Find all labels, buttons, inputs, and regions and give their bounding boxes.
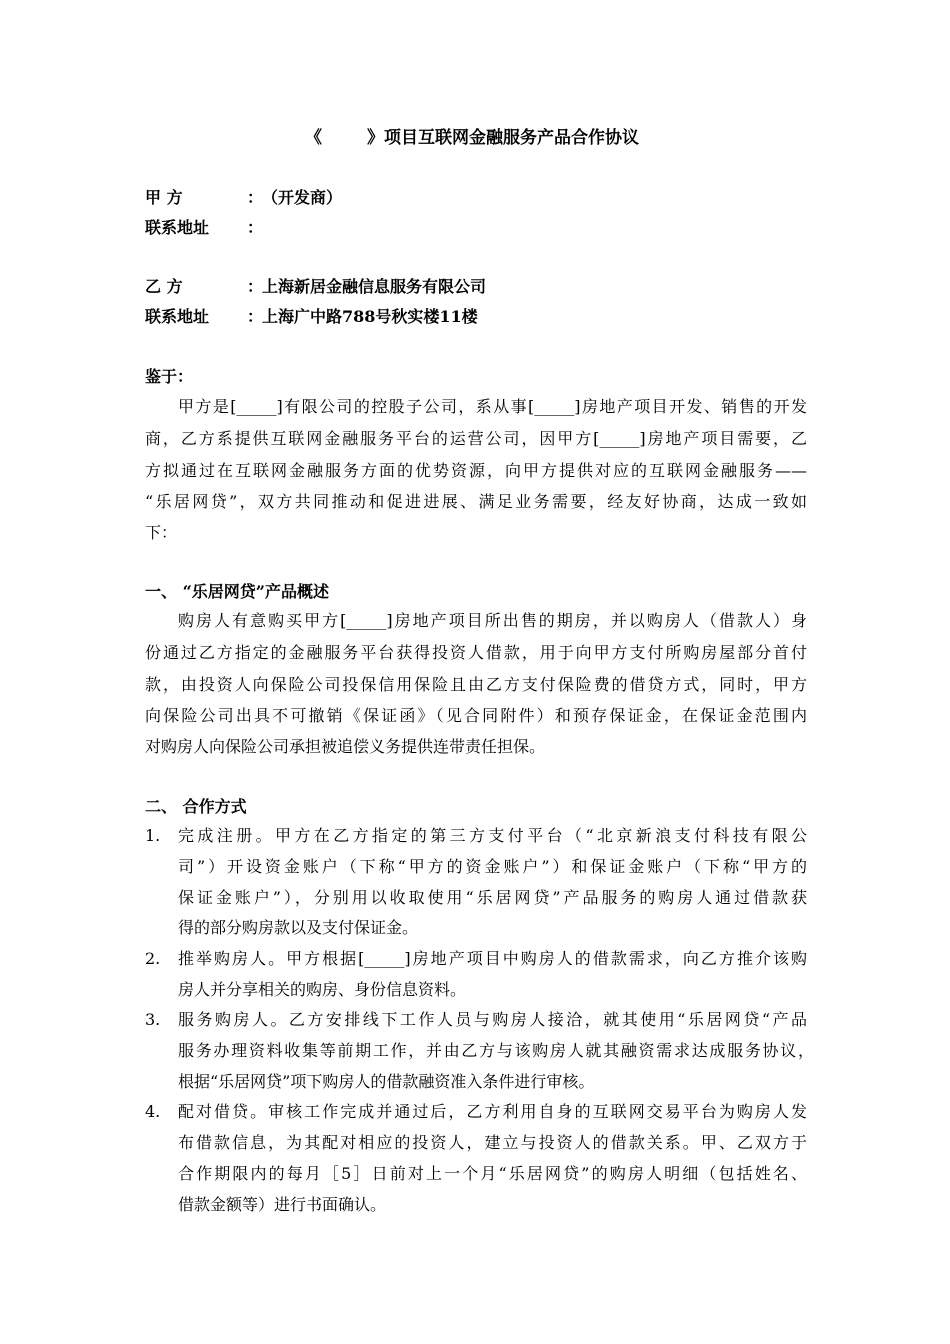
section-1-line-1: 购房人有意购买甲方[_____]房地产项目所出售的期房，并以购房人（借款人）身 bbox=[178, 611, 807, 630]
document-title: 》项目互联网金融服务产品合作协议 bbox=[367, 128, 639, 148]
section-1-line-4: 向保险公司出具不可撤销《保证函》（见合同附件）和预存保证金，在保证金范围内 bbox=[145, 706, 807, 725]
section-1-line-5: 对购房人向保险公司承担被追偿义务提供连带责任担保。 bbox=[145, 737, 546, 756]
party-b-address-value: 上海广中路788号秋实楼11楼 bbox=[262, 307, 478, 326]
item-1-number: 1. bbox=[145, 826, 161, 845]
item-3-number: 3. bbox=[145, 1010, 161, 1029]
item-1-line-3: 保证金账户”），分别用以收取使用“乐居网贷”产品服务的购房人通过借款获 bbox=[178, 888, 807, 907]
party-a-label: 甲 方 bbox=[145, 188, 183, 207]
section-1-heading: 一、 “乐居网贷”产品概述 bbox=[145, 582, 329, 601]
item-3-line-2: 服务办理资料收集等前期工作，并由乙方与该购房人就其融资需求达成服务协议， bbox=[178, 1041, 814, 1060]
item-2-line-2: 房人并分享相关的购房、身份信息资料。 bbox=[178, 980, 467, 999]
item-3-line-1: 服务购房人。乙方安排线下工作人员与购房人接洽，就其使用“乐居网贷“产品 bbox=[178, 1010, 807, 1029]
section-1-line-2: 份通过乙方指定的金融服务平台获得投资人借款，用于向甲方支付所购房屋部分首付 bbox=[145, 643, 807, 662]
item-4-line-2: 布借款信息，为其配对相应的投资人，建立与投资人的借款关系。甲、乙双方于 bbox=[178, 1133, 807, 1152]
party-a-colon: ： bbox=[247, 188, 264, 207]
title-open-bracket: 《 bbox=[305, 128, 322, 148]
party-b-address-colon: ： bbox=[247, 307, 264, 326]
whereas-line-4: “乐居网贷”，双方共同推动和促进进展、满足业务需要，经友好协商，达成一致如 bbox=[145, 492, 807, 511]
item-2-number: 2. bbox=[145, 949, 161, 968]
item-1-line-4: 得的部分购房款以及支付保证金。 bbox=[178, 918, 419, 937]
item-4-line-3: 合作期限内的每月［5］日前对上一个月“乐居网贷”的购房人明细（包括姓名、 bbox=[178, 1164, 807, 1183]
item-2-line-1: 推举购房人。甲方根据[_____]房地产项目中购房人的借款需求，向乙方推介该购 bbox=[178, 949, 807, 968]
party-a-address-label: 联系地址 bbox=[145, 218, 210, 237]
whereas-line-1: 甲方是[_____]有限公司的控股子公司，系从事[_____]房地产项目开发、销售的开发 bbox=[178, 397, 807, 416]
party-b-label: 乙 方 bbox=[145, 277, 183, 296]
whereas-line-2: 商，乙方系提供互联网金融服务平台的运营公司，因甲方[_____]房地产项目需要，乙 bbox=[145, 429, 807, 448]
item-1-line-1: 完成注册。甲方在乙方指定的第三方支付平台（“北京新浪支付科技有限公 bbox=[178, 826, 807, 845]
item-4-line-4: 借款金额等）进行书面确认。 bbox=[178, 1195, 387, 1214]
party-a-address-colon: ： bbox=[247, 218, 264, 237]
item-4-line-1: 配对借贷。审核工作完成并通过后，乙方利用自身的互联网交易平台为购房人发 bbox=[178, 1102, 807, 1121]
party-b-value: 上海新居金融信息服务有限公司 bbox=[262, 277, 487, 296]
item-4-number: 4. bbox=[145, 1102, 161, 1121]
item-1-line-2: 司”）开设资金账户（下称“甲方的资金账户”）和保证金账户（下称“甲方的 bbox=[178, 857, 807, 876]
section-1-line-3: 款，由投资人向保险公司投保信用保险且由乙方支付保险费的借贷方式，同时，甲方 bbox=[145, 675, 807, 694]
whereas-line-3: 方拟通过在互联网金融服务方面的优势资源，向甲方提供对应的互联网金融服务—— bbox=[145, 461, 807, 480]
party-b-colon: ： bbox=[247, 277, 264, 296]
party-b-address-label: 联系地址 bbox=[145, 307, 210, 326]
party-a-value: （开发商） bbox=[262, 188, 343, 207]
whereas-line-5: 下： bbox=[145, 523, 178, 542]
section-2-heading: 二、 合作方式 bbox=[145, 797, 247, 816]
whereas-heading: 鉴于： bbox=[145, 367, 194, 386]
item-3-line-3: 根据“乐居网贷”项下购房人的借款融资准入条件进行审核。 bbox=[178, 1072, 595, 1091]
